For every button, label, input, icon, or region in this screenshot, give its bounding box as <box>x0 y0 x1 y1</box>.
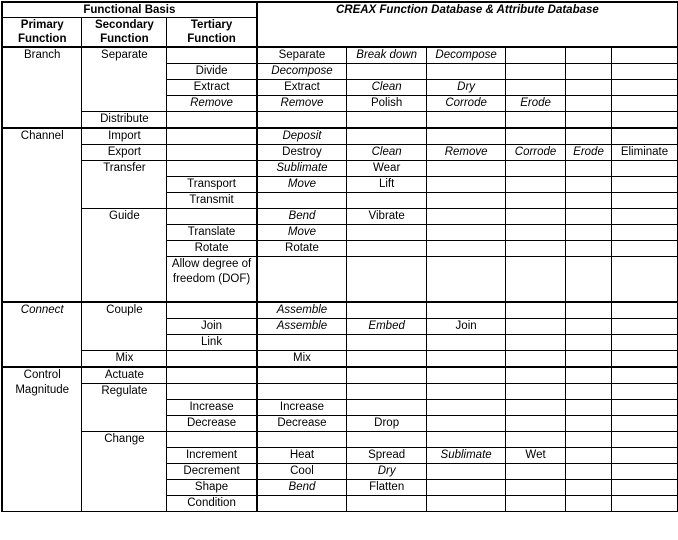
creax-database-header: CREAX Function Database & Attribute Database <box>257 2 678 47</box>
creax-term-cell <box>427 193 506 209</box>
creax-term-cell: Extract <box>257 80 347 96</box>
creax-term-cell <box>506 225 566 241</box>
creax-term-cell <box>566 161 612 177</box>
creax-term-cell <box>506 128 566 145</box>
tertiary-function-cell <box>167 367 257 384</box>
creax-term-cell <box>611 47 677 64</box>
creax-term-cell <box>506 319 566 335</box>
creax-term-cell: Erode <box>506 96 566 112</box>
table-row <box>2 367 678 384</box>
tertiary-function-cell <box>167 47 257 64</box>
table-row <box>2 112 678 129</box>
primary-function-cell: Channel <box>2 128 82 302</box>
creax-term-cell <box>566 80 612 96</box>
creax-term-cell <box>611 302 677 319</box>
creax-term-cell <box>566 128 612 145</box>
tertiary-function-cell: Join <box>167 319 257 335</box>
table-row <box>2 384 678 400</box>
creax-term-cell: Eliminate <box>611 145 677 161</box>
creax-term-cell: Dry <box>347 464 427 480</box>
creax-term-cell <box>506 302 566 319</box>
creax-term-cell <box>427 128 506 145</box>
creax-term-cell <box>506 335 566 351</box>
secondary-function-cell: Regulate <box>82 384 167 432</box>
creax-term-cell: Corrode <box>427 96 506 112</box>
creax-term-cell <box>611 225 677 241</box>
creax-term-cell: Drop <box>347 416 427 432</box>
creax-term-cell <box>611 384 677 400</box>
creax-term-cell <box>566 225 612 241</box>
creax-term-cell <box>427 257 506 303</box>
creax-term-cell <box>427 161 506 177</box>
tertiary-function-cell <box>167 351 257 368</box>
creax-term-cell: Move <box>257 225 347 241</box>
tertiary-function-cell <box>167 432 257 448</box>
creax-term-cell <box>347 128 427 145</box>
creax-term-cell <box>257 496 347 512</box>
creax-term-cell <box>427 464 506 480</box>
creax-term-cell <box>506 416 566 432</box>
creax-term-cell: Vibrate <box>347 209 427 225</box>
creax-term-cell <box>611 335 677 351</box>
creax-term-cell <box>257 335 347 351</box>
creax-term-cell <box>611 193 677 209</box>
creax-term-cell <box>611 257 677 303</box>
creax-term-cell: Spread <box>347 448 427 464</box>
creax-term-cell <box>506 177 566 193</box>
creax-term-cell: Clean <box>347 145 427 161</box>
creax-term-cell <box>427 177 506 193</box>
creax-term-cell <box>506 480 566 496</box>
creax-term-cell <box>566 496 612 512</box>
creax-term-cell <box>427 432 506 448</box>
tertiary-function-cell <box>167 384 257 400</box>
creax-term-cell: Heat <box>257 448 347 464</box>
tertiary-function-cell <box>167 302 257 319</box>
creax-term-cell <box>566 177 612 193</box>
creax-term-cell <box>257 384 347 400</box>
creax-term-cell <box>611 432 677 448</box>
function-table <box>1 1 678 512</box>
primary-function-header: Primary Function <box>2 18 82 48</box>
creax-term-cell <box>506 257 566 303</box>
creax-term-cell <box>611 480 677 496</box>
tertiary-function-cell: Increment <box>167 448 257 464</box>
creax-term-cell <box>611 112 677 129</box>
creax-term-cell <box>566 480 612 496</box>
creax-term-cell: Mix <box>257 351 347 368</box>
secondary-function-cell: Couple <box>82 302 167 351</box>
creax-term-cell <box>611 80 677 96</box>
creax-term-cell <box>611 64 677 80</box>
creax-term-cell <box>427 112 506 129</box>
creax-term-cell <box>347 335 427 351</box>
creax-term-cell: Sublimate <box>257 161 347 177</box>
tertiary-function-cell <box>167 209 257 225</box>
tertiary-function-cell: Allow degree of freedom (DOF) <box>167 257 257 303</box>
creax-term-cell <box>611 448 677 464</box>
table-row <box>2 161 678 177</box>
creax-term-cell <box>611 351 677 368</box>
creax-term-cell <box>566 193 612 209</box>
creax-term-cell <box>566 384 612 400</box>
creax-term-cell <box>506 80 566 96</box>
secondary-function-cell: Import <box>82 128 167 145</box>
creax-term-cell: Assemble <box>257 319 347 335</box>
creax-term-cell <box>506 367 566 384</box>
creax-term-cell <box>427 384 506 400</box>
creax-term-cell <box>566 319 612 335</box>
creax-term-cell <box>506 384 566 400</box>
creax-term-cell <box>347 384 427 400</box>
creax-term-cell: Wear <box>347 161 427 177</box>
creax-term-cell: Separate <box>257 47 347 64</box>
creax-term-cell <box>427 496 506 512</box>
creax-term-cell <box>347 64 427 80</box>
creax-term-cell <box>566 351 612 368</box>
creax-term-cell <box>347 496 427 512</box>
table-row <box>2 432 678 448</box>
creax-term-cell <box>427 367 506 384</box>
tertiary-function-cell: Decrease <box>167 416 257 432</box>
creax-term-cell <box>506 193 566 209</box>
creax-term-cell: Flatten <box>347 480 427 496</box>
creax-term-cell: Move <box>257 177 347 193</box>
creax-term-cell: Wet <box>506 448 566 464</box>
primary-function-cell: Connect <box>2 302 82 367</box>
creax-term-cell <box>257 193 347 209</box>
creax-term-cell <box>347 351 427 368</box>
creax-term-cell <box>506 47 566 64</box>
creax-term-cell: Bend <box>257 480 347 496</box>
creax-term-cell <box>611 464 677 480</box>
creax-term-cell <box>611 496 677 512</box>
table-body <box>2 47 678 512</box>
primary-function-cell: Branch <box>2 47 82 128</box>
creax-term-cell <box>566 335 612 351</box>
creax-term-cell <box>347 193 427 209</box>
primary-function-cell: Control Magnitude <box>2 367 82 512</box>
creax-term-cell <box>347 432 427 448</box>
tertiary-function-cell: Transmit <box>167 193 257 209</box>
tertiary-function-header: Tertiary Function <box>167 18 257 48</box>
creax-term-cell <box>347 257 427 303</box>
tertiary-function-cell: Decrement <box>167 464 257 480</box>
creax-term-cell <box>611 319 677 335</box>
creax-term-cell <box>566 64 612 80</box>
creax-term-cell <box>566 112 612 129</box>
creax-term-cell: Remove <box>257 96 347 112</box>
tertiary-function-cell: Condition <box>167 496 257 512</box>
creax-term-cell <box>427 302 506 319</box>
table-row <box>2 209 678 225</box>
tertiary-function-cell: Translate <box>167 225 257 241</box>
creax-term-cell <box>611 177 677 193</box>
creax-term-cell <box>257 257 347 303</box>
secondary-function-cell: Separate <box>82 47 167 112</box>
creax-term-cell <box>566 400 612 416</box>
tertiary-function-cell: Transport <box>167 177 257 193</box>
creax-term-cell <box>427 209 506 225</box>
creax-term-cell: Rotate <box>257 241 347 257</box>
creax-term-cell <box>611 400 677 416</box>
creax-term-cell <box>257 112 347 129</box>
creax-term-cell <box>347 367 427 384</box>
creax-term-cell <box>566 464 612 480</box>
secondary-function-header: Secondary Function <box>82 18 167 48</box>
tertiary-function-cell <box>167 145 257 161</box>
tertiary-function-cell: Link <box>167 335 257 351</box>
creax-term-cell <box>506 161 566 177</box>
functional-basis-header: Functional Basis <box>2 2 257 18</box>
creax-term-cell <box>611 161 677 177</box>
creax-term-cell <box>347 241 427 257</box>
creax-term-cell: Destroy <box>257 145 347 161</box>
tertiary-function-cell: Extract <box>167 80 257 96</box>
creax-term-cell <box>347 302 427 319</box>
creax-term-cell: Remove <box>427 145 506 161</box>
secondary-function-cell: Distribute <box>82 112 167 129</box>
creax-term-cell: Decrease <box>257 416 347 432</box>
creax-term-cell <box>566 367 612 384</box>
creax-term-cell <box>427 335 506 351</box>
creax-term-cell <box>427 351 506 368</box>
creax-term-cell: Join <box>427 319 506 335</box>
creax-term-cell <box>566 448 612 464</box>
creax-term-cell <box>506 432 566 448</box>
creax-term-cell <box>566 302 612 319</box>
creax-term-cell <box>427 225 506 241</box>
creax-term-cell: Corrode <box>506 145 566 161</box>
tertiary-function-cell: Shape <box>167 480 257 496</box>
creax-term-cell <box>611 209 677 225</box>
creax-term-cell <box>566 257 612 303</box>
creax-term-cell: Dry <box>427 80 506 96</box>
creax-term-cell <box>506 400 566 416</box>
tertiary-function-cell: Increase <box>167 400 257 416</box>
creax-term-cell: Deposit <box>257 128 347 145</box>
creax-term-cell <box>427 480 506 496</box>
creax-term-cell <box>611 416 677 432</box>
table-row <box>2 351 678 368</box>
creax-term-cell: Bend <box>257 209 347 225</box>
creax-term-cell: Increase <box>257 400 347 416</box>
creax-term-cell <box>566 209 612 225</box>
creax-term-cell <box>611 241 677 257</box>
creax-term-cell <box>566 241 612 257</box>
creax-term-cell <box>427 416 506 432</box>
creax-term-cell <box>506 464 566 480</box>
tertiary-function-cell <box>167 128 257 145</box>
creax-term-cell <box>257 367 347 384</box>
creax-term-cell: Clean <box>347 80 427 96</box>
creax-term-cell <box>506 209 566 225</box>
table-row <box>2 47 678 64</box>
creax-term-cell: Cool <box>257 464 347 480</box>
creax-term-cell <box>427 400 506 416</box>
creax-term-cell <box>566 96 612 112</box>
creax-term-cell: Sublimate <box>427 448 506 464</box>
tertiary-function-cell: Remove <box>167 96 257 112</box>
secondary-function-cell: Mix <box>82 351 167 368</box>
creax-term-cell <box>611 96 677 112</box>
creax-term-cell: Embed <box>347 319 427 335</box>
creax-term-cell: Decompose <box>257 64 347 80</box>
table-row <box>2 128 678 145</box>
creax-term-cell <box>611 367 677 384</box>
creax-term-cell <box>257 432 347 448</box>
creax-term-cell <box>506 241 566 257</box>
secondary-function-cell: Export <box>82 145 167 161</box>
creax-term-cell: Break down <box>347 47 427 64</box>
creax-term-cell <box>506 496 566 512</box>
creax-term-cell <box>611 128 677 145</box>
creax-term-cell <box>347 112 427 129</box>
creax-term-cell <box>506 112 566 129</box>
table-row <box>2 145 678 161</box>
tertiary-function-cell: Rotate <box>167 241 257 257</box>
creax-term-cell <box>427 241 506 257</box>
secondary-function-cell: Change <box>82 432 167 512</box>
creax-term-cell: Polish <box>347 96 427 112</box>
creax-term-cell <box>427 64 506 80</box>
creax-term-cell: Lift <box>347 177 427 193</box>
tertiary-function-cell: Divide <box>167 64 257 80</box>
secondary-function-cell: Actuate <box>82 367 167 384</box>
creax-term-cell <box>506 351 566 368</box>
creax-term-cell <box>566 416 612 432</box>
creax-term-cell: Erode <box>566 145 612 161</box>
secondary-function-cell: Guide <box>82 209 167 303</box>
table-row <box>2 302 678 319</box>
creax-term-cell: Assemble <box>257 302 347 319</box>
creax-term-cell <box>347 225 427 241</box>
secondary-function-cell: Transfer <box>82 161 167 209</box>
creax-term-cell: Decompose <box>427 47 506 64</box>
creax-term-cell <box>566 432 612 448</box>
tertiary-function-cell <box>167 161 257 177</box>
tertiary-function-cell <box>167 112 257 129</box>
creax-term-cell <box>506 64 566 80</box>
creax-term-cell <box>347 400 427 416</box>
creax-term-cell <box>566 47 612 64</box>
